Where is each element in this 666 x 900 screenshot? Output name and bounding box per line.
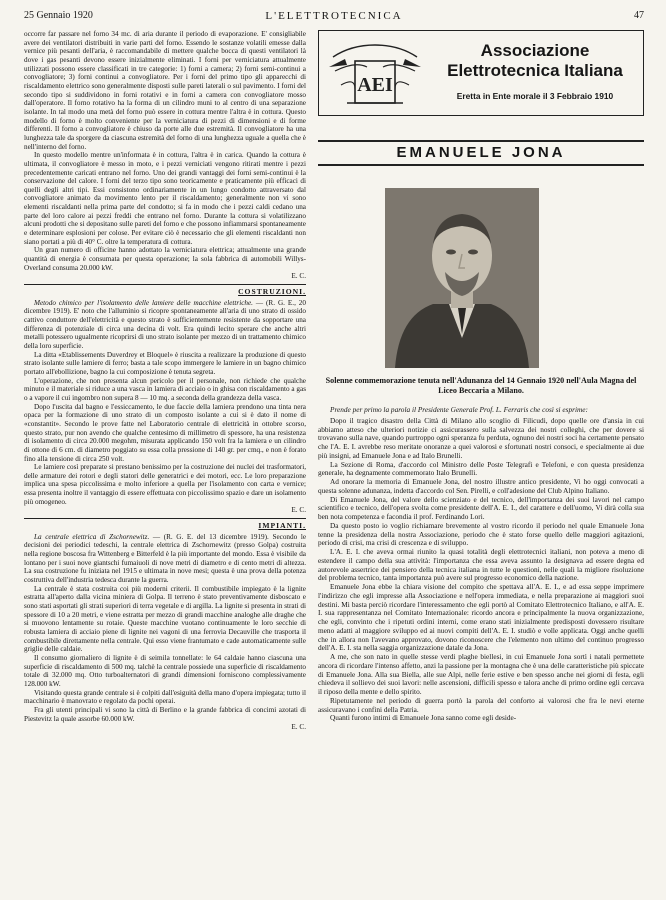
paragraph: Visitando questa grande centrale si è colpiti dall'esiguità della mano d'opera impiegata; tutto il macchinario è manovrato e regolato da pochi operai. xyxy=(24,688,306,706)
paragraph: Un gran numero di officine hanno adottato la verniciatura elettrica; attualmente una grande quantità di energia è consumata per questa operazione; la sola fabbrica di automobili Willys-Overland consuma 20.000 kW. xyxy=(24,246,306,272)
running-head xyxy=(24,10,644,24)
article-paragraph: La centrale elettrica di Zschornewitz. — (R. G. E. del 13 dicembre 1919). Secondo le decisioni dei periodici tedeschi, la centrale elettrica di Zschornewitz (presso Golpa) costruita nella regione boscosa fra Wittenberg e Bitterfeld è la più importante del mondo. Essa è visibile da lontano per i suoi nove giantschi fumaiuoli di nove metri di diametro e di cento metri di altezza. La sua costruzione fu iniziata nel 1915 e ultimata in nove mesi; questa è una prova della potenza costruttiva dell'industria tedesca durante la guerra. xyxy=(24,532,306,585)
portrait-figure xyxy=(385,188,539,368)
author-initials: E. C. xyxy=(291,723,306,732)
association-name-line1: Associazione xyxy=(480,41,590,60)
paragraph: Quanti furono intimi di Emanuele Jona sanno come egli deside- xyxy=(330,713,517,723)
article-headline: EMANUELE JONA xyxy=(318,140,644,166)
article-caption: Solenne commemorazione tenuta nell'Adunanza del 14 Gennaio 1920 nell'Aula Magna del Liceo Beccaria a Milano. xyxy=(325,376,637,395)
source-reference: (R. G. E. del 13 dicembre 1919). xyxy=(163,532,269,541)
issue-date: 25 Gennaio 1920 xyxy=(24,10,93,21)
paragraph: In questo modello mentre un'informata è in cottura, l'altra è in carica. Quando la cottura è ultimata, il convogliatore è messo in moto, e i pezzi verniciati vengono ritirati mentre i pezzi precedentemente caricati entrano nel forno. Uno dei grandi vantaggi dei forni semi-continui è la conservazione del calore. I forni del terzo tipo sono teoricamente e praticamente più efficaci di quelli degli altri tipi. Essi consistono ordinariamente in un lungo condotto attraversato dal convogliatore animato da movimento lento per il riscaldamento; generalmente non vi sono elementi riscaldanti nella prima parte del condotto; si fa in modo che i pezzi caldi cedano una parte del loro calore ai pezzi freddi che entrano nel forno. Durante la cottura si volatilizzano alcuni prodotti che si depositano sulle pareti del forno e che possono infiammarsi spontaneamente e determinare esplosioni per colose. Per evitare ciò è necessario che gli elementi riscaldanti non siano portati a più di 40° C. oltre la temperatura di cottura. xyxy=(24,151,306,246)
article-text: E' noto che l'alluminio si ricopre spontaneamente all'aria di uno strato di ossido cattivo conduttore dell'elettricità e questo strato è sufficientemente resistente da sopportare una differenza di potenziale di circa una decina di volt. Era quindi lecito sperare che anche altri metalli potessero ugualmente ricoprirsi di uno strato isolante per mezzo di un trattamento chimico della loro superficie. xyxy=(24,307,306,350)
page-number: 47 xyxy=(634,10,644,21)
author-initials: E. C. xyxy=(291,272,306,281)
section-heading: COSTRUZIONI. xyxy=(238,287,306,297)
paragraph: La centrale è stata costruita coi più moderni criterii. Il combustibile impiegato è la lignite estratta all'aperto dalla vicina miniera di Golpa. Il terreno è stato preventivamente disboscato e sono stati asportati gli strati superiori di terra vegetale e di argilla. La lignite si presenta in strati di spessore di 10 a 20 metri, e viene estratta per mezzo di grandi macchine analoghe alle draghe che si muovono lentamente su rotaie. Queste macchine vuotano continuamente le loro secchie di robusta lamiera di acciaio piene di lignite nei vagoni di una ferrovia Decauville che trasporta il combustibile direttamente nella centrale. Qui esso viene frantumato e cade automaticamente sulle griglie delle caldaie. xyxy=(24,584,306,654)
article-title: Metodo chimico per l'isolamento delle lamiere delle macchine elettriche. xyxy=(34,298,253,307)
emblem-monogram: AEI xyxy=(357,74,393,96)
article-intro: Prende per primo la parola il Presidente Generale Prof. L. Ferraris che così si esprime: xyxy=(330,406,588,414)
paragraph: L'operazione, che non presenta alcun pericolo per il personale, non richiede che qualche minuto e il materiale si riduce a una vasca in lamiera di acciaio o in ghisa con riscaldamento a gas o a vapore il cui ingombro non supera 8 — 10 mq. a seconda della grandezza della vasca. xyxy=(24,376,306,402)
association-banner xyxy=(318,30,644,116)
article-text: Secondo le decisioni dei periodici tedeschi, la centrale elettrica di Zschornewitz (presso Golpa) costruita nella regione boscosa fra Wittenberg e Bitterfeld è la più importante del mondo. Essa è visibile da lontano per i suoi nove giantschi fumaiuoli di nove metri di diametro e di cento metri di altezza. La sua costruzione fu iniziata nel 1915 e ultimata in nove mesi; questa è una prova della potenza costruttiva dell'industria tedesca durante la guerra. xyxy=(24,532,306,585)
article-title: La centrale elettrica di Zschornewitz. xyxy=(34,532,150,541)
paragraph: Di Emanuele Jona, del valore dello scienziato e del tecnico, dell'importanza dei suoi lavori nel campo scientifico e tecnico, dell'opera svolta come presidente dell'A. E. I., del carattere e dell'uomo, Vi dirà colla sua ben nota competenza e facondia il prof. Ferdinando Lori. xyxy=(318,494,644,521)
article-paragraph: Metodo chimico per l'isolamento delle lamiere delle macchine elettriche. — (R. G. E., 20 dicembre 1919). E' noto che l'alluminio si ricopre spontaneamente all'aria di uno strato di ossido cattivo conduttore dell'elettricità e questo strato è sufficientemente resistente da sopportare una differenza di potenziale di circa una decina di volt. Era quindi lecito sperare che anche altri metalli potessero ugualmente ricoprirsi di uno strato isolante per mezzo di un trattamento chimico della loro superficie. xyxy=(24,298,306,350)
paragraph: Le lamiere così preparate si prestano benissimo per la costruzione dei nuclei dei trasformatori, delle armature dei rotori e degli statori delle generatrici e dei motori, ecc. Le loro preparazione implica una spesa piccolissima e molto inferiore a quella per l'isolamento con carta e vernice; essa presenta inoltre il vantaggio di essere effettuata con piccolissimo spazio e dare un isolamento più omogeneo. xyxy=(24,463,306,506)
paragraph: Da questo posto io voglio richiamare brevemente al vostro ricordo il periodo nel quale Emanuele Jona tenne la presidenza della nostra Associazione, periodo che è stato forse quello delle maggiori agitazioni, periodo di crisi, ma crisi di crescenza e di sviluppo. xyxy=(318,520,644,548)
paragraph: Dopo il tragico disastro della Città di Milano allo scoglio di Filicudi, dopo quelle ore d'ansia in cui abbiamo atteso che ulteriori notizie ci assicurassero sulla salvezza dei nostri colleghi, che per dovere si trovavano sulla nave, quando purtroppo ogni speranza fu perduta, ognuno dei nostri soci ha certamente pensato che l'A. E. I. avrebbe reso meritate onoranze a quei valorosi e sfortunati nostri consoci, e specialmente ai due più insigni, ad Emanuele Jona e ad Italo Brunelli. xyxy=(318,415,644,460)
paragraph: Ad onorare la memoria di Emanuele Jona, del nostro illustre antico presidente, Vi ho oggi convocati a questa solenne adunanza, indetta d'accordo col Sen. Pirelli, e coll'adesione del Club Alpino Italiano. xyxy=(318,477,644,495)
right-column xyxy=(318,30,644,892)
paragraph: A me, che son nato in quelle stesse verdi plaghe biellesi, in cui Emanuele Jona sortì i natali permettete ancora di ricordare l'intenso affetto, anzi la passione per la montagna che è una delle caratteristiche più spiccate di Emanuele Jona. Alla sua Biella, alle sue Alpi, nelle ferie estive e ben spesso anche nei giorni di festa, egli chiedeva il sollievo dei suoi lavori: nelle ascensioni, difficili spesso e talora anche di primo ordine egli cercava il riposo della mente e dello spirito. xyxy=(318,652,644,696)
paragraph: La Sezione di Roma, d'accordo col Ministro delle Poste Telegrafi e Telefoni, e con questa presidenza generale, ha degnamente commemorato Italo Brunelli. xyxy=(318,459,644,478)
section-divider xyxy=(24,284,306,285)
association-name-line2: Elettrotecnica Italiana xyxy=(447,61,623,80)
paragraph: Dopo l'uscita dal bagno e l'essiccamento, le due faccie della lamiera prendono una tinta nera opaca per la formazione di uno strato di un composto isolante a cui si è dato il nome di «constantit». Secondo le prove fatte nel Laboratorio centrale di elettricità in ottobre scorso, questo strato, pur non avendo che qualche centesimo di millimetro di spessore, ha una resistenza di isolamento di circa 20.000 megohm, misurata applicando 150 volt fra la lamiera e un cilindro di ottone di 6 cm. di diametro poggiato su essa colla pressione di 140 gr. per cmq., e non è forato fino alla tensione di circa 250 volt. xyxy=(24,402,306,463)
journal-title: L'ELETTROTECNICA xyxy=(265,10,403,22)
paragraph: Emanuele Jona ebbe la chiara visione del compito che spettava all'A. E. I., e ad essa seppe imprimere l'indirizzo che egli impresse alla Associazione e nell'opera immediata, e nella preparazione ai maggiori suoi destini. Mi basta perciò ricordare l'interessamento che egli portò al Comitato Elettrotecnico Italiano, e all'A. E. I. sua rappresentanza nel Comitato Internazionale: ricordo ancora e principalmente la nuova organizzazione, che egli, convinto che i ripetuti ordini interni, come erano stati inizialmente predisposti dovessero risultare meno adatti al maggiore sviluppo ed ai nuovi compiti dell'A. E. I. studiò e volle applicata. Oggi anche quelli che in allora non l'avevano approvato, dovono riconoscere che l'elemento non ultimo del continuo progresso dell'A. E. I. sta nella saggia organizzazione datale da Jona. xyxy=(318,582,644,653)
article-body xyxy=(318,406,644,892)
paragraph: Ripetutamente nel periodo di guerra portò la parola del conforto ai valorosi che fra le nevi eterne assicuravano i confini della Patria. xyxy=(318,695,644,714)
paragraph: Il consumo giornaliero di lignite è di seimila tonnellate: le 64 caldaie hanno ciascuna una superficie di riscaldamento di 500 mq. talchè la centrale possiede una superficie di riscaldamento totale di 32.000 mq. Otto turboalternatori di grandi dimensioni forniscono complessivamente 128.000 kW. xyxy=(24,653,306,688)
left-column xyxy=(24,30,306,892)
paragraph: occorre far passare nel forno 34 mc. di aria durante il periodo di evaporazione. E' consigliabile avere dei ventilatori distribuiti in varie parti del forno. Essendo le sostanze volatili emesse dalla vernice più pesanti dell'aria, è raccomandabile di mettere qualche bocca di questi ventilatori là dove i gas pesanti devono essere inizialmente eliminati. I forni per verniciatura attualmente utilizzati possono essere classificati in tre categorie: 1) forni a camera; 2) forni semi-continui a convogliatore; 3) forni continui a convogliatore. Per i forni del primo tipo gli apparecchi di riscaldamento elettrico sono generalmente disposti sulle pareti laterali o sul pavimento. I forni del secondo tipo si suddividono in forni rotativi e in forni a camera con convogliatore mosso dall'operatore. Il forno rotativo ha la forma di un cilindro muni to al centro di una separazione isolante. In tal modo una metà del forno può essere in cottura mentre l'altra è in cottura. Questo modello di forno è molto conveniente per la verniciatura di pezzi di dimensioni e di forme differenti. Il forno a convogliatore è chiuso da porte alle due estremità. Il convogliatore ha una lunghezza tale da sporgere da ciascuna estremità del forno di una lunghezza uguale a quella che è nell'interno del forno. xyxy=(24,30,306,151)
association-decree: Eretta in Ente morale il 3 Febbraio 1910 xyxy=(456,91,614,101)
author-initials: E. C. xyxy=(291,506,306,515)
paragraph: Fra gli utenti principali vi sono la città di Berlino e la grande fabbrica di concimi azotati di Piestevitz la quale assorbe 60.000 kW. xyxy=(24,705,306,723)
source-reference: (R. G. E., 20 dicembre 1919). xyxy=(24,298,306,316)
section-heading: IMPIANTI. xyxy=(258,521,306,531)
paragraph: L'A. E. I. che aveva ormai riunito la quasi totalità degli elettrotecnici italiani, non poteva a meno di estendere il campo della sua attività: l'importanza che essa aveva assunto la designava ad essere degna ed autorevole assertrice dei pensiero della tecnica italiana in tutte le questioni, nelle quali la migliore risoluzione del problema tecnico, tanta importanza può avere sul progresso economico della nazione. xyxy=(318,547,644,583)
section-divider xyxy=(24,518,306,519)
portrait-photo xyxy=(385,188,539,368)
paragraph: La ditta «Etablissements Duverdrey et Bloquel» è riuscita a realizzare la produzione di questo strato isolante sulle lamiere di ferro; basta a tale scopo immergere le lamiere in un bagno chimico portato all'ebollizione, bagno la cui composizione è tenuta segreta. xyxy=(24,350,306,376)
association-emblem xyxy=(327,37,423,111)
